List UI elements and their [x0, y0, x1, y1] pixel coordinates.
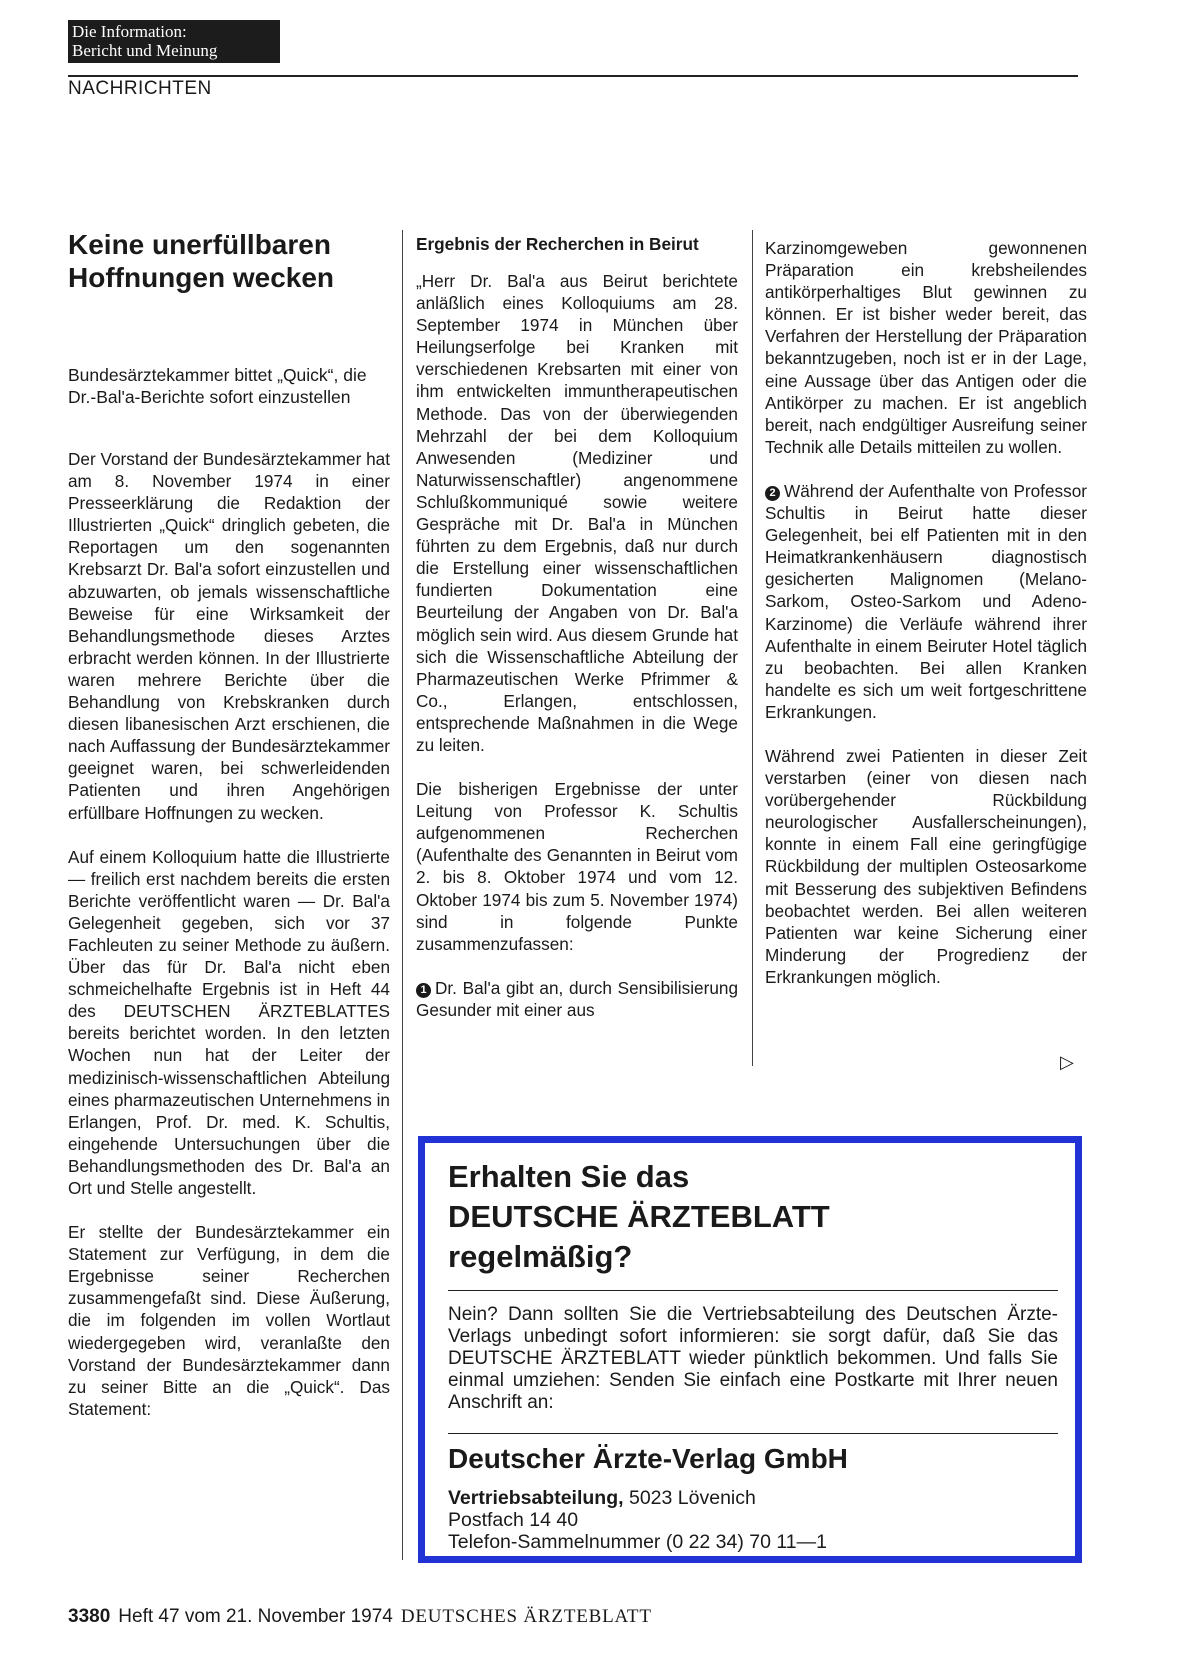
column-divider-2 — [752, 230, 753, 1066]
point-1 — [416, 977, 738, 1021]
paragraph: Er stellte der Bundesärztekammer ein Statement zur Verfügung, in dem die Ergebnisse seiner Recherchen zusammengefaßt sind. Diese Äußerung, die im folgenden im vollen Wortlaut wiedergegeben wird, veranlaßte den Vorstand der Bundesärztekammer dann zu seiner Bitte an die „Quick“. Das Statement: — [68, 1222, 390, 1419]
paragraph: Die bisherigen Ergebnisse der unter Leitung von Professor K. Schultis aufgenommenen Recherchen (Aufenthalte des Genannten in Beirut vom 2. bis 8. Oktober 1974 und vom 12. Oktober 1974 bis zum 5. November 1974) sind in folgende Punkte zusammenzufassen: — [416, 779, 738, 954]
ad-headline-line-1: Erhalten Sie das — [448, 1159, 690, 1194]
rubric-line-1: Die Information: — [72, 22, 187, 41]
ad-address-line-2: Postfach 14 40 — [448, 1509, 579, 1531]
ad-rule-top — [448, 1290, 1058, 1291]
ad-headline — [448, 1157, 1058, 1277]
continue-arrow-icon: ▷ — [1060, 1052, 1074, 1072]
ad-address-line-1 — [448, 1487, 827, 1509]
ad-address — [448, 1487, 827, 1553]
point-2 — [765, 480, 1087, 723]
ad-dept-label: Vertriebsabteilung, — [448, 1487, 624, 1509]
ad-headline-line-3: regelmäßig? — [448, 1239, 633, 1274]
paragraph: „Herr Dr. Bal'a aus Beirut berichtete anläßlich eines Kolloquiums am 28. September 1974 in München über Heilungserfolge bei Kranken mit verschiedenen Krebsarten mit einer von ihm entwickelten immuntherapeutischen Methode. Das von der überwiegenden Mehrzahl der bei dem Kolloquium Anwesenden (Mediziner und Naturwissenschaftler) angenommene Schlußkommuniqué sowie weitere Gespräche mit Dr. Bal'a in München führten zu dem Ergebnis, daß nur durch die Erstellung einer wissenschaftlichen fundierten Dokumentation eine Beurteilung der Angaben von Dr. Bal'a möglich sein wird. Aus diesem Grunde hat sich die Wissenschaftliche Abteilung der Pharmazeutischen Werke Pfrimmer & Co., Erlangen, entschlossen, entsprechende Maßnahmen in die Wege zu leiten. — [416, 271, 738, 755]
article-column-3 — [765, 237, 1087, 988]
ad-body-text: Nein? Dann sollten Sie die Vertriebsabteilung des Deutschen Ärzte-Verlags unbedingt sofort informieren: sie sorgt dafür, daß Sie das DEUTSCHE ÄRZTEBLATT wieder pünktlich bekommen. Und falls Sie einmal umziehen: Senden Sie einfach eine Postkarte mit Ihrer neuen Anschrift an: — [448, 1304, 1058, 1413]
point-2-text: Während der Aufenthalte von Professor Schultis in Beirut hatte dieser Gelegenheit, bei elf Patienten mit in den Heimatkrankenhäusern diagnostisch gesicherten Malignomen (Melano-Sarkom, Osteo-Sarkom und Adeno-Karzinome) die Verläufe während ihrer Aufenthalte in einem Beiruter Hotel täglich zu beobachten. Bei allen Kranken handelte es sich um weit fortgeschrittene Erkrankungen. — [765, 480, 1087, 722]
section-label: NACHRICHTEN — [68, 78, 212, 99]
article-column-2 — [416, 270, 738, 1021]
magazine-name: DEUTSCHES ÄRZTEBLATT — [400, 1606, 652, 1627]
ad-address-line-3: Telefon-Sammelnummer (0 22 34) 70 11—1 — [448, 1531, 827, 1553]
article-subtitle: Bundesärztekammer bittet „Quick“, die Dr.-Bal'a-Berichte sofort einzustellen — [68, 365, 367, 407]
rubric-box — [68, 20, 280, 63]
point-2-marker-icon: 2 — [765, 486, 780, 501]
title-line-2: Hoffnungen wecken — [68, 262, 335, 293]
ad-headline-line-2: DEUTSCHE ÄRZTEBLATT — [448, 1199, 830, 1234]
article-title — [68, 228, 388, 294]
title-line-1: Keine unerfüllbaren — [68, 229, 331, 260]
ad-company-name: Deutscher Ärzte-Verlag GmbH — [448, 1443, 848, 1474]
column-divider-1 — [402, 230, 403, 1560]
page-footer — [68, 1606, 652, 1628]
point-1-text: Dr. Bal'a gibt an, durch Sensibilisierung Gesunder mit einer aus — [416, 977, 738, 1020]
paragraph: Der Vorstand der Bundesärztekammer hat am 8. November 1974 in einer Presseerklärung die Redaktion der Illustrierten „Quick“ dringlich gebeten, die Reportagen um den sogenannten Krebsarzt Dr. Bal'a sofort einzustellen und abzuwarten, ob jemals wissenschaftliche Beweise für eine Wirksamkeit der Behandlungsmethode dieses Arztes erbracht werden können. In der Illustrierte waren mehrere Berichte über die Behandlung von Krebskranken durch diesen libanesischen Arzt erschienen, die nach Auffassung der Bundesärztekammer geeignet waren, bei schwerleidenden Patienten und ihren Angehörigen erfüllbare Hoffnungen zu wecken. — [68, 449, 390, 823]
rubric-line-2: Bericht und Meinung — [72, 41, 218, 60]
article-column-1 — [68, 448, 390, 1420]
paragraph: Karzinomgeweben gewonnenen Präparation ein krebsheilendes antikörperhaltiges Blut gewinnen zu können. Er ist bisher weder bereit, das Verfahren der Herstellung der Präparation bekanntzugeben, noch ist er in der Lage, eine Aussage über das Antigen oder die Antikörper zu machen. Er ist angeblich bereit, nach endgültiger Ausreifung seiner Technik alle Details mitteilen zu wollen. — [765, 238, 1087, 457]
point-1-marker-icon: 1 — [416, 983, 431, 998]
ad-rule-bottom — [448, 1433, 1058, 1434]
issue-info: Heft 47 vom 21. November 1974 — [118, 1606, 393, 1627]
ad-dept-location: 5023 Lövenich — [623, 1487, 756, 1509]
section-heading: Ergebnis der Recherchen in Beirut — [416, 234, 699, 254]
header-rule — [68, 75, 1078, 77]
page-number: 3380 — [68, 1606, 111, 1627]
paragraph: Während zwei Patienten in dieser Zeit verstarben (einer von diesen nach vorübergehender Rückbildung neurologischer Ausfallerscheinungen), konnte in einem Fall eine geringfügige Rückbildung der multiplen Osteosarkome mit Besserung des subjektiven Befindens beobachtet werden. Bei allen weiteren Patienten war keine Sicherung einer Minderung der Progredienz der Erkrankungen möglich. — [765, 745, 1087, 987]
subscription-ad-box — [418, 1136, 1082, 1563]
paragraph: Auf einem Kolloquium hatte die Illustrierte — freilich erst nachdem bereits die ersten Berichte veröffentlicht waren — Dr. Bal'a Gelegenheit gegeben, sich vor 37 Fachleuten zu seiner Methode zu äußern. Über das für Dr. Bal'a nicht eben schmeichelhafte Ergebnis ist in Heft 44 des DEUTSCHEN ÄRZTEBLATTES bereits berichtet worden. In den letzten Wochen nun hat der Leiter der medizinisch-wissenschaftlichen Abteilung eines pharmazeutischen Unternehmens in Erlangen, Prof. Dr. med. K. Schultis, eingehende Untersuchungen über die Behandlungsmethoden des Dr. Bal'a an Ort und Stelle angestellt. — [68, 846, 390, 1198]
